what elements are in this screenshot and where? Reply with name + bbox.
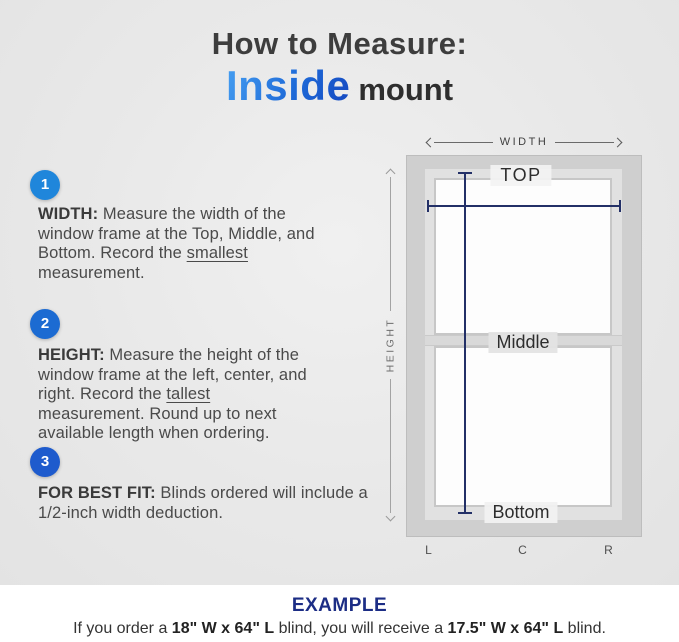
step-2-body: Measure the height of the window frame at the left, center, and right. Record the — [38, 346, 307, 403]
page-subtitle — [0, 64, 679, 118]
height-dimension-arrow — [383, 170, 397, 520]
step-1-underlined-word: smallest — [186, 244, 248, 262]
step-3-text — [38, 484, 368, 523]
window-lower-pane — [434, 346, 612, 507]
step-1-badge: 1 — [30, 170, 60, 200]
width-arrow-line-right — [555, 142, 614, 143]
step-2-label: HEIGHT: — [38, 346, 105, 364]
height-measure-line — [464, 172, 466, 514]
center-mark: C — [518, 543, 528, 557]
left-mark: L — [425, 543, 433, 557]
example-middle: blind, you will receive a — [274, 620, 448, 637]
measure-tick — [619, 200, 621, 212]
measure-tick — [458, 172, 472, 174]
step-1-body-end: measurement. — [38, 263, 145, 282]
width-measure-line — [427, 205, 621, 207]
arrow-up-icon — [385, 169, 395, 179]
example-receive-size: 17.5" W x 64" L — [447, 620, 564, 637]
step-1-text — [38, 205, 316, 283]
arrow-left-icon — [426, 137, 436, 147]
bottom-position-label: Bottom — [484, 502, 557, 523]
step-1-body: Measure the width of the window frame at the Top, Middle, and Bottom. Record the — [38, 205, 315, 262]
example-order-size: 18" W x 64" L — [171, 620, 275, 637]
height-label: HEIGHT — [384, 317, 397, 373]
height-arrow-line-bottom — [390, 379, 391, 513]
arrow-down-icon — [385, 512, 395, 522]
width-dimension-arrow — [427, 135, 621, 149]
step-2-text — [38, 346, 316, 444]
right-mark: R — [604, 543, 614, 557]
middle-position-label: Middle — [488, 332, 557, 353]
step-2-body-end: measurement. Round up to next available length when ordering. — [38, 404, 277, 442]
step-1-label: WIDTH: — [38, 205, 99, 223]
measure-tick — [427, 200, 429, 212]
example-prefix: If you order a — [73, 620, 172, 637]
step-2-underlined-word: tallest — [166, 385, 211, 403]
step-3-badge: 3 — [30, 447, 60, 477]
page-title: How to Measure: — [211, 26, 468, 61]
step-3-body: Blinds ordered will include a 1/2-inch width deduction. — [38, 484, 368, 522]
step-2-badge: 2 — [30, 309, 60, 339]
subtitle-highlight: Inside — [225, 62, 351, 109]
width-arrow-line-left — [434, 142, 493, 143]
window-upper-pane — [434, 178, 612, 335]
title-block — [0, 26, 679, 118]
example-suffix: blind. — [563, 620, 606, 637]
example-heading: EXAMPLE — [291, 595, 388, 616]
width-label: WIDTH — [499, 136, 549, 148]
height-arrow-line-top — [390, 177, 391, 311]
subtitle-suffix: mount — [358, 72, 454, 107]
example-section — [0, 585, 679, 642]
step-3-label: FOR BEST FIT: — [38, 484, 156, 502]
top-position-label: TOP — [490, 165, 551, 186]
measure-tick — [458, 512, 472, 514]
arrow-right-icon — [613, 137, 623, 147]
example-text — [0, 620, 679, 638]
